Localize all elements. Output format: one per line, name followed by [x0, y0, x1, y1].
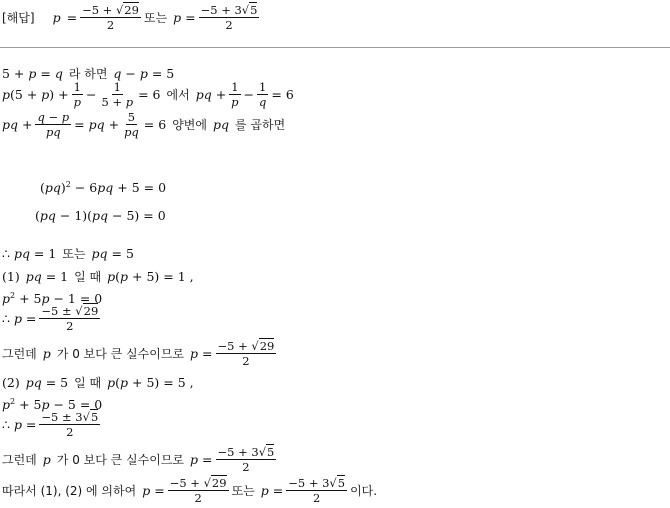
solution-line-3: pq + $\frac{q - p}{pq}$ = pq + $\frac{5}{pq}$ = 6 양변에 pq 를 곱하면	[2, 110, 286, 140]
solution-line-2: p(5 + p) + $\frac{1}{p}$ − $\frac{1}{5 + p}$ = 6 에서 pq + $\frac{1}{p}$ − $\frac{1}{q}$ = 6	[2, 80, 294, 110]
answer-header: [해답] p = $\frac{-5 + √29}{2}$ 또는 p = $\frac{-5 + 3√5}{2}$	[2, 3, 258, 33]
answer-fraction-2: $\frac{-5 + 3√5}{2}$	[200, 3, 258, 33]
solution-line-7: (1) pq = 1 일 때 p(p + 5) = 1 ,	[2, 269, 194, 284]
solution-line-4: (pq)$^2$ − 6pq + 5 = 0	[40, 179, 167, 195]
answer-label: [해답]	[2, 11, 35, 26]
solution-line-15: 따라서 (1), (2) 에 의하여 p = $\frac{-5 + √29}{2}$ 또는 p = $\frac{-5 + 3√5}{2}$ 이다.	[2, 476, 378, 506]
solution-line-11: (2) pq = 5 일 때 p(p + 5) = 5 ,	[2, 375, 194, 390]
solution-line-12: $p^2 + 5p - 5 = 0$	[2, 396, 103, 412]
solution-line-13: ∴ p = $\frac{-5 \pm 3√5}{2}$	[2, 410, 99, 440]
divider	[0, 47, 670, 48]
solution-line-10: 그런데 p 가 0 보다 큰 실수이므로 p = $\frac{-5 + √29}{2}$	[2, 339, 275, 369]
answer-fraction-1: $\frac{-5 + √29}{2}$	[82, 3, 139, 33]
solution-line-8: $p^2 + 5p - 1 = 0$	[2, 290, 103, 306]
or-text: 또는	[143, 11, 168, 26]
solution-line-1: 5 + p = q 라 하면 q − p = 5	[2, 66, 175, 81]
solution-line-14: 그런데 p 가 0 보다 큰 실수이므로 p = $\frac{-5 + 3√5}{2}$	[2, 445, 275, 475]
solution-line-6: ∴ pq = 1 또는 pq = 5	[2, 246, 134, 261]
solution-line-9: ∴ p = $\frac{-5 \pm √29}{2}$	[2, 304, 99, 334]
solution-line-5: (pq − 1)(pq − 5) = 0	[35, 208, 166, 223]
